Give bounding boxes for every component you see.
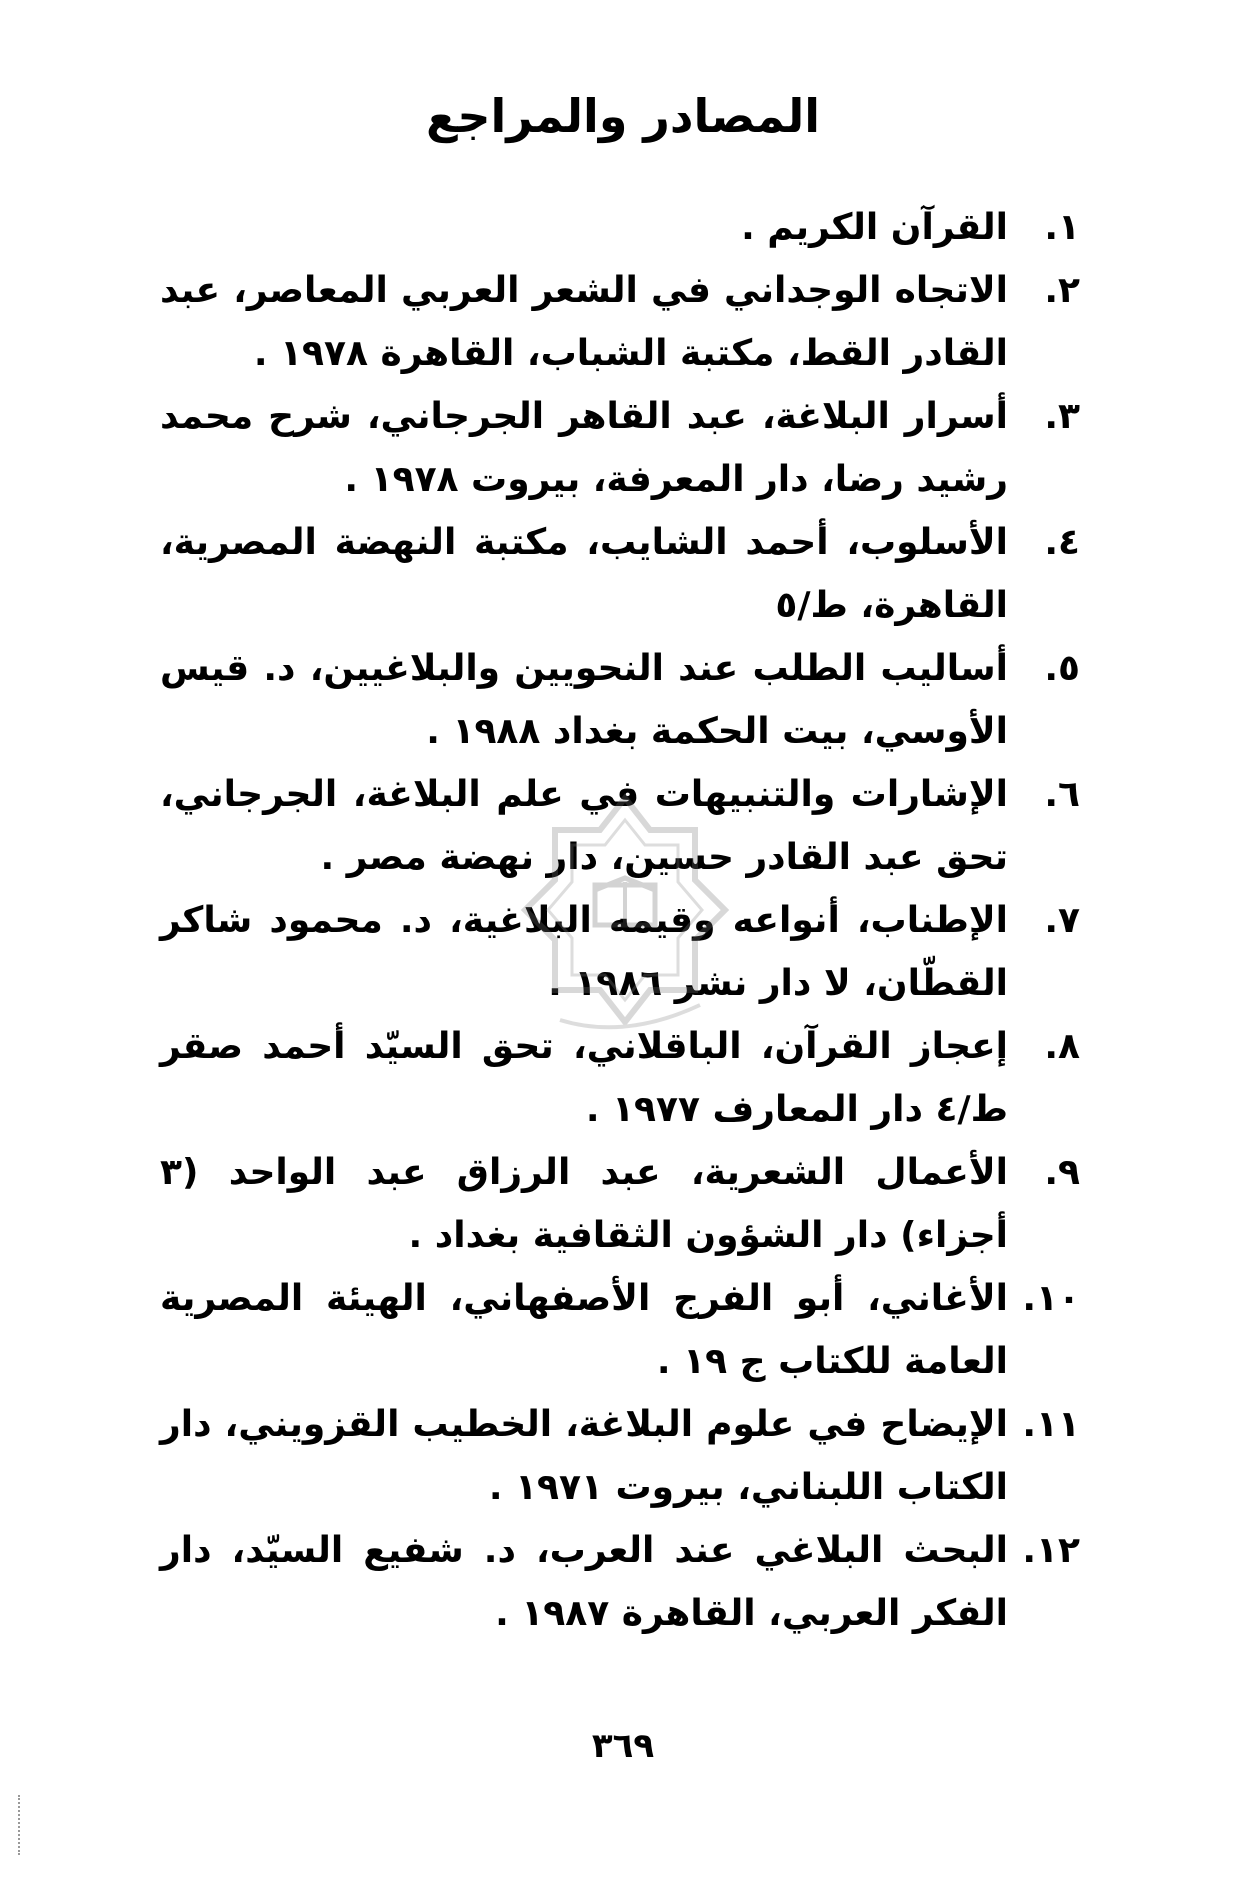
entry-text: إعجاز القرآن، الباقلاني، تحق السيّد أحمد صقر ط/٤ دار المعارف ١٩٧٧ . — [160, 1026, 1008, 1130]
bibliography-entry — [160, 1267, 1080, 1393]
entry-text: القرآن الكريم . — [741, 207, 1008, 248]
entry-number: ٨. — [1044, 1026, 1080, 1067]
margin-divider — [18, 1795, 22, 1855]
entry-number: ٥. — [1044, 648, 1080, 689]
bibliography-entry — [160, 1393, 1080, 1519]
bibliography-entry — [160, 1141, 1080, 1267]
bibliography-entry — [160, 385, 1080, 511]
entry-number: ١١. — [1022, 1404, 1080, 1445]
entry-number: ٦. — [1044, 774, 1080, 815]
entry-text: البحث البلاغي عند العرب، د. شفيع السيّد، دار الفكر العربي، القاهرة ١٩٨٧ . — [160, 1530, 1008, 1634]
library-seal-icon — [500, 790, 750, 1050]
bibliography-entry — [160, 511, 1080, 637]
entry-text: الإيضاح في علوم البلاغة، الخطيب القزويني، دار الكتاب اللبناني، بيروت ١٩٧١ . — [160, 1404, 1008, 1508]
entry-text: الاتجاه الوجداني في الشعر العربي المعاصر، عبد القادر القط، مكتبة الشباب، القاهرة ١٩٧٨ . — [160, 270, 1008, 374]
entry-number: ٧. — [1044, 900, 1080, 941]
entry-text: الإشارات والتنبيهات في علم البلاغة، الجرجاني، تحق عبد القادر حسين، دار نهضة مصر . — [160, 774, 1008, 878]
entry-text: أسرار البلاغة، عبد القاهر الجرجاني، شرح محمد رشيد رضا، دار المعرفة، بيروت ١٩٧٨ . — [160, 396, 1008, 500]
entry-number: ١٠. — [1022, 1278, 1080, 1319]
entry-number: ٤. — [1044, 522, 1080, 563]
entry-text: الأغاني، أبو الفرج الأصفهاني، الهيئة المصرية العامة للكتاب ج ١٩ . — [160, 1278, 1008, 1382]
entry-number: ٣. — [1044, 396, 1080, 437]
entry-text: أساليب الطلب عند النحويين والبلاغيين، د. قيس الأوسي، بيت الحكمة بغداد ١٩٨٨ . — [160, 648, 1008, 752]
page-title: المصادر والمراجع — [425, 88, 820, 143]
bibliography-entry — [160, 259, 1080, 385]
entry-number: ٩. — [1044, 1152, 1080, 1193]
entry-number: ٢. — [1044, 270, 1080, 311]
page-number: ٣٦٩ — [591, 1726, 655, 1766]
entry-number: ١٢. — [1022, 1530, 1080, 1571]
bibliography-entry — [160, 637, 1080, 763]
entry-text: الأعمال الشعرية، عبد الرزاق عبد الواحد (٣ أجزاء) دار الشؤون الثقافية بغداد . — [160, 1152, 1008, 1256]
entry-text: الإطناب، أنواعه وقيمه البلاغية، د. محمود شاكر القطّان، لا دار نشر ١٩٨٦ . — [160, 900, 1008, 1004]
entry-text: الأسلوب، أحمد الشايب، مكتبة النهضة المصرية، القاهرة، ط/٥ — [160, 522, 1008, 626]
entry-number: ١. — [1044, 207, 1080, 248]
bibliography-entry — [160, 1519, 1080, 1645]
bibliography-entry — [160, 196, 1080, 259]
